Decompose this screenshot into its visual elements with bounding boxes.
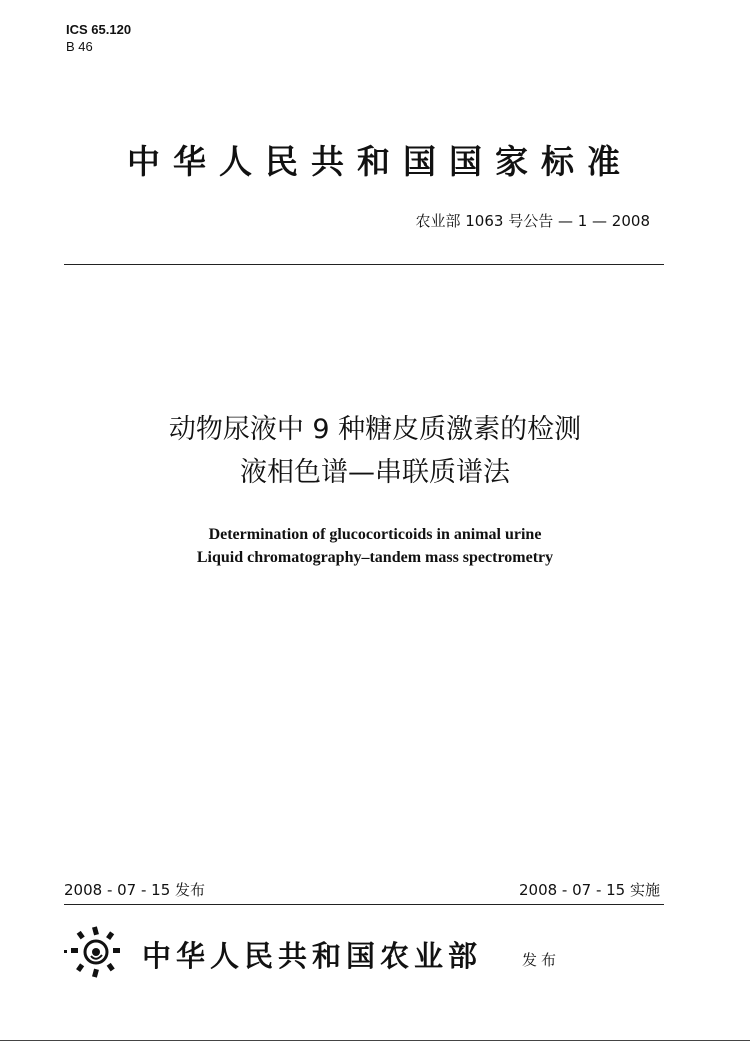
publish-label: 发布 — [522, 951, 561, 969]
ministry-emblem-svg — [62, 922, 126, 982]
ics-code — [66, 22, 131, 38]
issue-date: 2008 - 07 - 15 发布 — [64, 881, 206, 899]
header-divider — [64, 264, 664, 265]
document-title-en-line2: Liquid chromatography–tandem mass spectrometry — [196, 549, 554, 566]
ministry-emblem-icon — [62, 922, 126, 982]
document-title-en-line1: Determination of glucocorticoids in animal urine — [208, 526, 542, 543]
footer-divider — [64, 904, 664, 905]
standard-title: 中华人民共和国国家标准 — [127, 142, 633, 181]
publisher-name: 中华人民共和国农业部 — [142, 939, 483, 973]
page-bottom-edge — [0, 1040, 750, 1041]
implementation-date: 2008 - 07 - 15 实施 — [518, 881, 660, 899]
standard-number: 农业部 1063 号公告 — 1 — 2008 — [415, 212, 650, 230]
document-title-cn-line1: 动物尿液中 9 种糖皮质激素的检测 — [168, 414, 582, 445]
ccs-code: B 46 — [66, 39, 93, 54]
ics-prefix: ICS 65.120 — [66, 22, 132, 37]
document-title-cn-line2: 液相色谱—串联质谱法 — [240, 457, 510, 488]
